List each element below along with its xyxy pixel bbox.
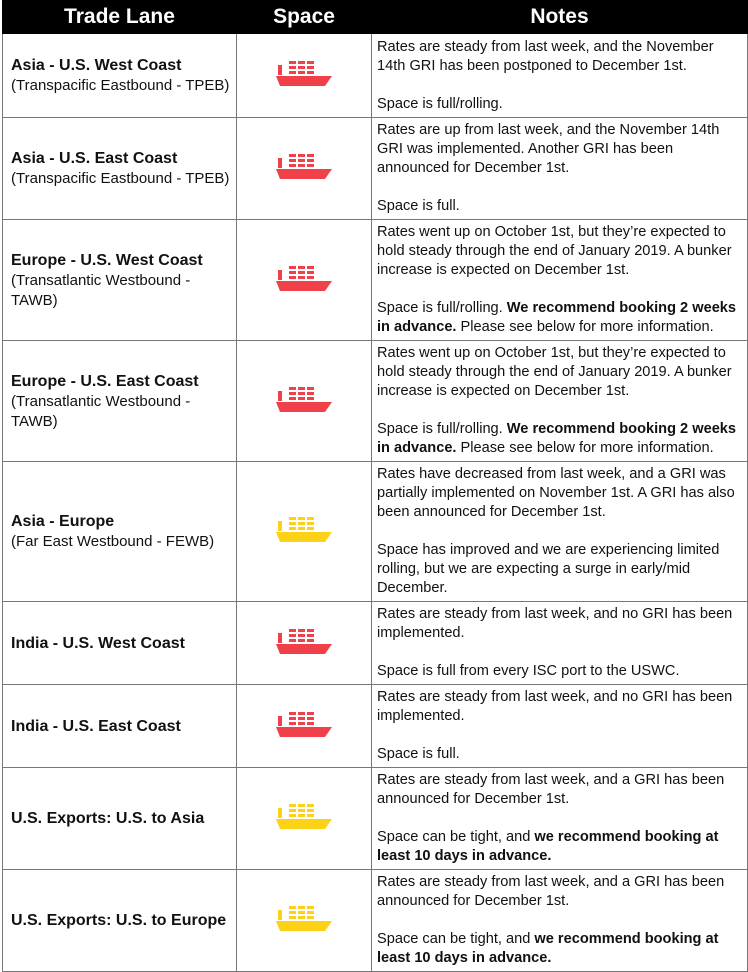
trade-lane-name: Asia - U.S. East Coast [11,150,178,167]
notes-space: Space can be tight, and we recommend booking at least 10 days in advance. [377,829,719,864]
notes-rates: Rates have decreased from last week, and a GRI was partially implemented on November 1st. A GRI has also been announced for December 1st. [377,466,735,520]
trade-lane-name: U.S. Exports: U.S. to Europe [11,912,227,929]
trade-lane-cell [3,768,237,870]
notes-space: Space is full from every ISC port to the USWC. [377,663,680,679]
notes-cell [372,34,748,118]
notes-space: Space is full/rolling. We recommend booking 2 weeks in advance. Please see below for more information. [377,421,737,456]
space-cell [237,602,372,685]
trade-lane-name: Asia - Europe [11,513,115,530]
trade-lane-cell [3,220,237,341]
table-body [3,34,748,972]
notes-cell [372,341,748,462]
ship-icon-red [275,710,333,738]
notes-rates: Rates went up on October 1st, but they’re expected to hold steady through the end of January 2019. A bunker increase is expected on December 1st. [377,345,732,399]
notes-rates: Rates are steady from last week, and a GRI has been announced for December 1st. [377,874,725,909]
notes-cell [372,220,748,341]
ship-icon-red [275,385,333,413]
trade-lane-name: U.S. Exports: U.S. to Asia [11,810,205,827]
notes-rates: Rates went up on October 1st, but they’re expected to hold steady through the end of January 2019. A bunker increase is expected on December 1st. [377,224,732,278]
notes-space: Space is full/rolling. [377,95,503,112]
trade-lane-cell [3,341,237,462]
trade-lane-cell [3,685,237,768]
notes-space: Space has improved and we are experiencing limited rolling, but we are expecting a surge in early/mid December. [377,542,720,596]
header-notes: Notes [372,1,748,34]
table-row [3,220,748,341]
table-row [3,462,748,602]
table-row [3,870,748,972]
notes-cell [372,462,748,602]
table-header-row [3,1,748,34]
trade-lane-subtitle: (Transpacific Eastbound - TPEB) [11,170,230,187]
ship-icon-red [275,152,333,180]
notes-rates: Rates are steady from last week, and a GRI has been announced for December 1st. [377,772,725,807]
table-row [3,118,748,220]
notes-cell [372,768,748,870]
ship-icon-red [275,627,333,655]
table-row [3,602,748,685]
ship-icon-yellow [275,515,333,543]
notes-rates: Rates are steady from last week, and the November 14th GRI has been postponed to December 1st. [377,38,714,74]
space-cell [237,118,372,220]
header-trade-lane: Trade Lane [3,1,237,34]
space-cell [237,685,372,768]
trade-lane-cell [3,34,237,118]
ship-icon-red [275,59,333,87]
trade-lane-cell [3,870,237,972]
trade-lane-name: Europe - U.S. East Coast [11,372,199,390]
notes-cell [372,602,748,685]
trade-lane-subtitle: (Far East Westbound - FEWB) [11,533,215,550]
trade-lane-name: India - U.S. West Coast [11,634,185,652]
notes-space: Space can be tight, and we recommend booking at least 10 days in advance. [377,931,719,966]
notes-space: Space is full/rolling. We recommend booking 2 weeks in advance. Please see below for more information. [377,300,737,335]
table-row [3,34,748,118]
trade-lane-subtitle: (Transatlantic Westbound - TAWB) [11,271,191,309]
notes-space: Space is full. [377,198,460,214]
notes-cell [372,118,748,220]
trade-lane-cell [3,602,237,685]
trade-lane-cell [3,462,237,602]
notes-space: Space is full. [377,746,460,762]
trade-lane-cell [3,118,237,220]
space-cell [237,34,372,118]
trade-lane-name: Asia - U.S. West Coast [11,57,182,74]
table-row [3,341,748,462]
trade-lane-name: India - U.S. East Coast [11,717,181,735]
space-cell [237,220,372,341]
ship-icon-yellow [275,904,333,932]
ship-icon-yellow [275,802,333,830]
notes-cell [372,870,748,972]
trade-lane-table [2,0,748,972]
table-row [3,685,748,768]
space-cell [237,768,372,870]
trade-lane-subtitle: (Transatlantic Westbound - TAWB) [11,392,191,430]
notes-rates: Rates are steady from last week, and no GRI has been implemented. [377,689,733,724]
space-cell [237,341,372,462]
notes-cell [372,685,748,768]
table-row [3,768,748,870]
space-cell [237,870,372,972]
trade-lane-name: Europe - U.S. West Coast [11,251,203,269]
notes-rates: Rates are up from last week, and the November 14th GRI was implemented. Another GRI has been announced for December 1st. [377,122,720,176]
notes-rates: Rates are steady from last week, and no GRI has been implemented. [377,606,733,641]
trade-lane-subtitle: (Transpacific Eastbound - TPEB) [11,77,230,94]
header-space: Space [237,1,372,34]
space-cell [237,462,372,602]
ship-icon-red [275,264,333,292]
